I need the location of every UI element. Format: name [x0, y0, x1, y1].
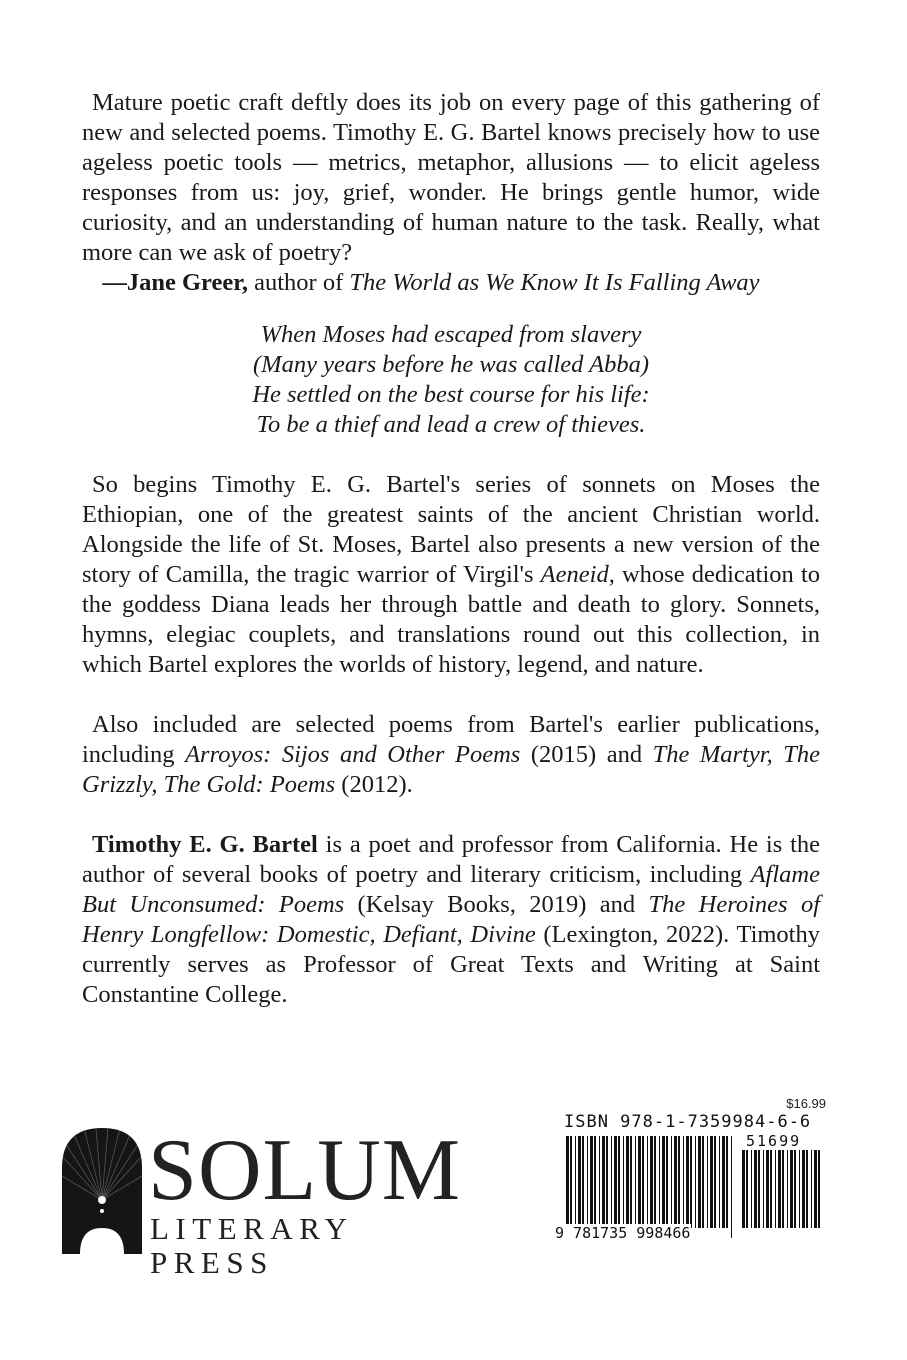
barcode-bar	[707, 1136, 708, 1228]
endorsement-text	[82, 88, 820, 268]
endorsement-body: Mature poetic craft deftly does its job on every page of this gathering of new and selected poems. Timothy E. G. Bartel knows precisely how to use ageless poetic tools — metrics, metaphor, allusions — to elicit ageless responses from us: joy, grief, wonder. He brings gentle humor, wide curiosity, and an understanding of human nature to the task. Really, what more can we ask of poetry?	[82, 89, 820, 266]
publisher-name: SOLUM	[148, 1122, 462, 1219]
barcode-bar	[623, 1136, 624, 1228]
barcode-bar	[587, 1136, 588, 1228]
barcode-bar	[731, 1136, 732, 1238]
bio-paragraph	[82, 830, 820, 1010]
barcode-bar	[811, 1150, 812, 1228]
barcode-bar	[590, 1136, 593, 1228]
bio-part1: is a poet and professor from California. He is the author of several books of poetry and literary criticism, including	[82, 831, 820, 888]
bio-title1: Aflame But Unconsumed: Poems	[82, 861, 820, 918]
barcode-bar	[570, 1136, 572, 1238]
addon-barcode-bars	[742, 1150, 822, 1238]
also-title1: Arroyos: Sijos and Other Poems	[185, 741, 521, 768]
barcode-bar	[778, 1150, 781, 1228]
barcode-bar	[702, 1136, 704, 1228]
barcode-bar	[722, 1136, 725, 1228]
barcode-bar	[754, 1150, 757, 1228]
barcode-bar	[606, 1136, 608, 1228]
barcode-bar	[618, 1136, 620, 1228]
barcode-bar	[714, 1136, 716, 1228]
barcode-bar	[802, 1150, 805, 1228]
solum-logo-icon	[62, 1128, 142, 1254]
barcode-bar	[575, 1136, 576, 1228]
barcode-bar	[710, 1136, 713, 1228]
poem-line: He settled on the best course for his life:	[252, 381, 650, 408]
barcode-bar	[686, 1136, 689, 1228]
description-part1: So begins Timothy E. G. Bartel's series of sonnets on Moses the Ethiopian, one of the greatest saints of the ancient Christian world. Alongside the life of St. Moses, Bartel also presents a new version of the story of Camilla, the tragic warrior of Virgil's	[82, 471, 820, 588]
barcode-bars	[566, 1136, 736, 1238]
barcode-bar	[787, 1150, 788, 1228]
back-cover-text	[82, 88, 820, 1010]
price-label: $16.99	[786, 1096, 826, 1111]
ean-digits	[554, 1224, 691, 1242]
barcode-bar	[683, 1136, 684, 1228]
barcode-bar	[630, 1136, 632, 1228]
barcode-bar	[647, 1136, 648, 1228]
barcode-bar	[635, 1136, 636, 1228]
attribution-mid: author of	[248, 269, 350, 296]
bio-name: Timothy E. G. Bartel	[92, 831, 318, 858]
barcode-bar	[678, 1136, 680, 1228]
attribution-dash: —	[102, 269, 127, 296]
barcode-bar	[794, 1150, 796, 1228]
barcode-bar	[814, 1150, 817, 1228]
attribution-title: The World as We Know It Is Falling Away	[349, 269, 760, 296]
barcode-bar	[642, 1136, 644, 1228]
barcode-bar	[662, 1136, 665, 1228]
barcode-bar	[638, 1136, 641, 1228]
also-part1: Also included are selected poems from Bartel's earlier publications, including	[82, 711, 820, 768]
barcode-bar	[763, 1150, 764, 1228]
poem-line: To be a thief and lead a crew of thieves.	[256, 411, 646, 438]
bio-part2: (Kelsay Books, 2019) and	[344, 891, 649, 918]
also-paragraph	[82, 710, 820, 800]
barcode-bar	[775, 1150, 776, 1228]
addon-digits: 51699	[746, 1132, 802, 1150]
description-paragraph	[82, 470, 820, 680]
barcode-bar	[751, 1150, 752, 1228]
poem-line: When Moses had escaped from slavery	[260, 321, 642, 348]
barcode-bar	[790, 1150, 793, 1228]
barcode-bar	[614, 1136, 617, 1228]
barcode-bar	[726, 1136, 728, 1228]
barcode-bar	[770, 1150, 772, 1228]
barcode-bar	[782, 1150, 784, 1228]
barcode-bar	[698, 1136, 701, 1228]
barcode-bar	[566, 1136, 569, 1238]
barcode-bar	[695, 1136, 696, 1228]
barcode-bar	[690, 1136, 692, 1228]
barcode-bar	[806, 1150, 808, 1228]
barcode-bar	[674, 1136, 677, 1228]
barcode-bar	[666, 1136, 668, 1228]
barcode-bar	[578, 1136, 581, 1228]
barcode-bar	[766, 1150, 769, 1228]
bio-part3: (Lexington, 2022). Timothy currently serves as Professor of Great Texts and Writing at Saint Constantine College.	[82, 921, 820, 1008]
barcode-bar	[650, 1136, 653, 1238]
isbn-barcode	[556, 1096, 826, 1266]
also-title2: The Martyr, The Grizzly, The Gold: Poems	[82, 741, 820, 798]
publisher-logo	[62, 1122, 482, 1280]
barcode-bar	[599, 1136, 600, 1228]
ean-digits-text: 9 781735 998466	[555, 1224, 691, 1242]
description-part2: whose dedication to the goddess Diana leads her through battle and death to glory. Sonnets, hymns, elegiac couplets, and translations round out this collection, in which Bartel explores the worlds of history, legend, and nature.	[82, 561, 820, 678]
attribution-name: Jane Greer,	[126, 269, 248, 296]
barcode-bar	[654, 1136, 656, 1228]
barcode-bar	[742, 1150, 745, 1228]
barcode-bar	[626, 1136, 629, 1228]
barcode-bar	[659, 1136, 660, 1228]
barcode-bar	[602, 1136, 605, 1228]
also-part3: (2012).	[335, 771, 413, 798]
description-aeneid: Aeneid,	[540, 561, 615, 588]
barcode-bar	[799, 1150, 800, 1228]
barcode-bar	[818, 1150, 820, 1228]
barcode-bar	[671, 1136, 672, 1228]
barcode-bar	[746, 1150, 748, 1228]
isbn-label: ISBN 978-1-7359984-6-6	[564, 1112, 812, 1132]
publisher-subtitle: LITERARY PRESS	[150, 1211, 353, 1280]
barcode-bar	[582, 1136, 584, 1228]
endorsement-attribution	[82, 268, 820, 298]
barcode-bar	[719, 1136, 720, 1228]
poem-line: (Many years before he was called Abba)	[253, 351, 649, 378]
bio-title2: The Heroines of Henry Longfellow: Domestic, Defiant, Divine	[82, 891, 820, 948]
barcode-bar	[611, 1136, 612, 1228]
poem-excerpt	[82, 320, 820, 440]
barcode-bar	[758, 1150, 760, 1228]
also-part2: (2015) and	[520, 741, 653, 768]
barcode-bar	[594, 1136, 596, 1228]
